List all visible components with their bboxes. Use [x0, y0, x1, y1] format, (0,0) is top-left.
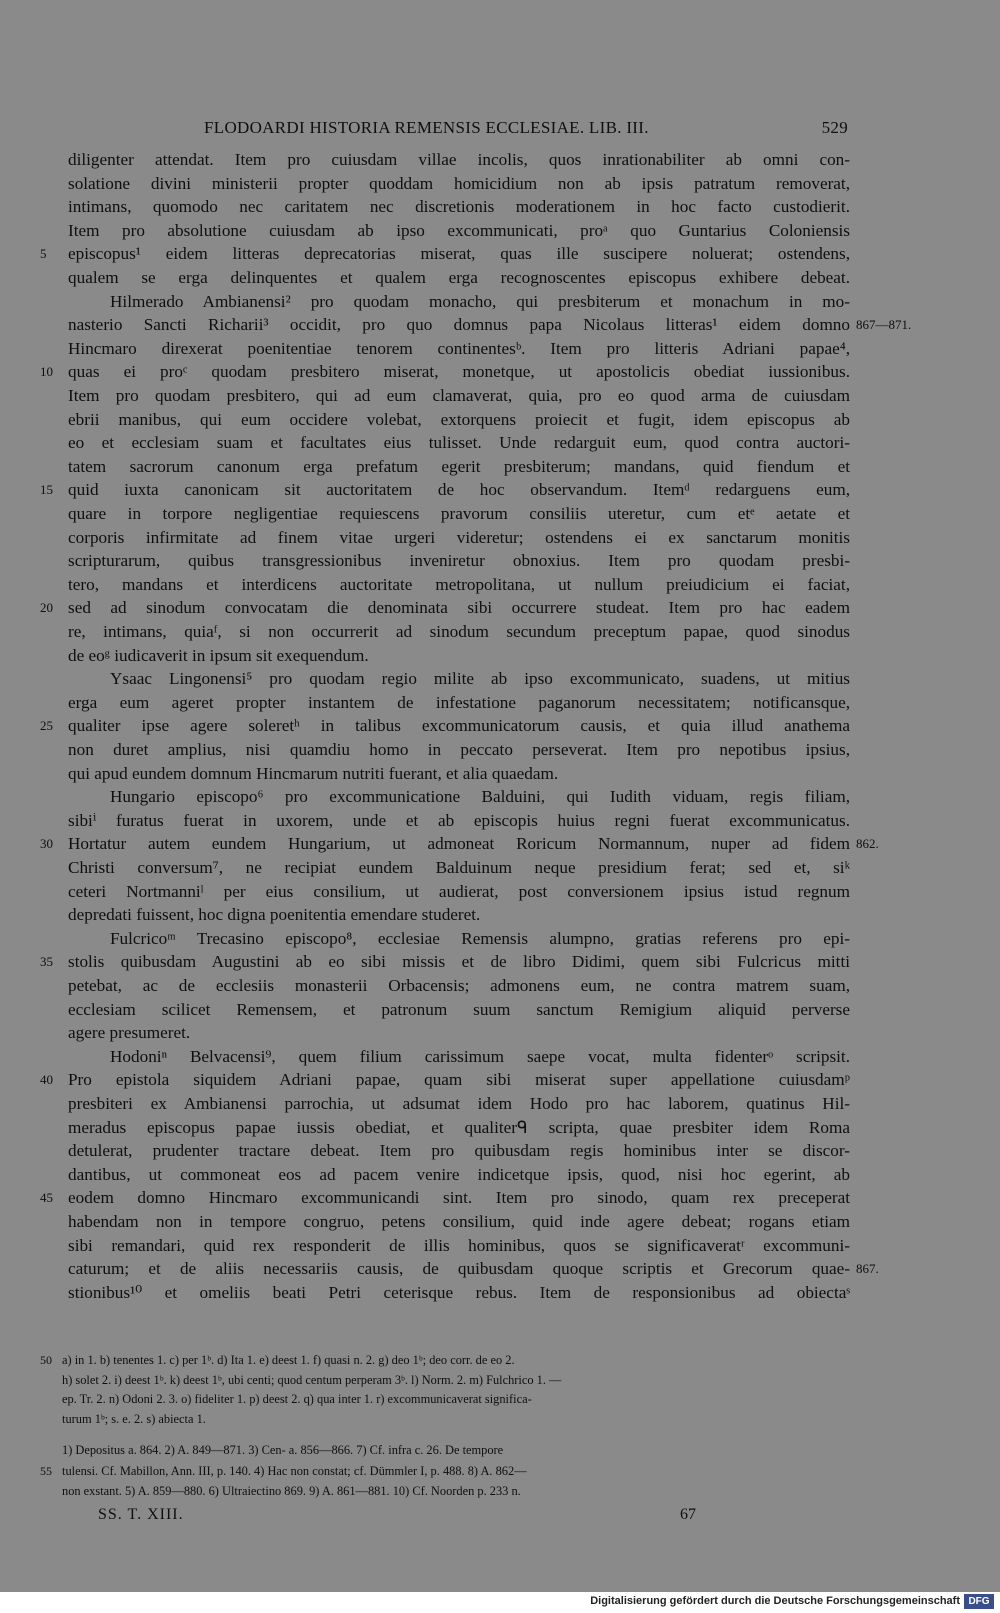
- text-line: quare in torpore negligentiae requiescens pravorum consiliis uteretur, cum etᵉ aetate et: [68, 504, 850, 523]
- text-line: eodem domno Hincmaro excommunicandi sint. Item pro sinodo, quam rex preceperat: [68, 1188, 850, 1207]
- text-line: corporis infirmitate ad finem vitae urgeri videretur; ostendens ei ex sanctarum monitis: [68, 528, 850, 547]
- text-line: eo et ecclesiam suam et facultates eius tulisset. Unde redarguit eum, quod contra auctori-: [68, 433, 850, 452]
- line-number: 40: [40, 1072, 53, 1087]
- apparatus-line: a) in 1. b) tenentes 1. c) per 1ᵇ. d) Ita 1. e) deest 1. f) quasi n. 2. g) deo 1ᵇ; deo corr. de eo 2.: [62, 1353, 515, 1367]
- text-line: Fulcricoᵐ Trecasino episcopo⁸, ecclesiae Remensis alumpno, gratias referens pro epi-: [110, 929, 850, 948]
- margin-date: 867.: [856, 1261, 879, 1276]
- text-line: episcopus¹ eidem litteras deprecatorias miserat, quas ille suscipere noluerat; ostendens,: [68, 244, 850, 263]
- dfg-logo: DFG: [964, 1594, 994, 1609]
- text-line: ceteri Nortmanniˡ per eius consilium, ut audierat, post conversionem ipsius istud regnum: [68, 882, 850, 901]
- text-line: meradus episcopus papae iussis obediat, et qualiterᑫ scripta, quae presbiter idem Roma: [68, 1118, 850, 1137]
- signature-mark: SS. T. XIII.: [98, 1506, 184, 1523]
- text-line: nasterio Sancti Richarii³ occidit, pro quo domnus papa Nicolaus litteras¹ eidem domno: [68, 315, 850, 334]
- dfg-banner-text: Digitalisierung gefördert durch die Deutsche Forschungsgemeinschaft: [590, 1595, 960, 1607]
- footnote-line: non exstant. 5) A. 859—880. 6) Ultraiectino 869. 9) A. 861—881. 10) Cf. Noorden p. 233 n.: [62, 1484, 521, 1498]
- text-line: erga eum ageret propter instantem de infestatione paganorum necessitatem; notificansque,: [68, 693, 850, 712]
- margin-date: 862.: [856, 836, 879, 851]
- footnote-line: tulensi. Cf. Mabillon, Ann. III, p. 140. 4) Hac non constat; cf. Dümmler I, p. 488. 8) A. 862—: [62, 1464, 527, 1478]
- sheet-number: 67: [680, 1506, 696, 1523]
- text-line: petebat, ac de ecclesiis monasterii Orbacensis; admonens eum, ne contra matrem suam,: [68, 976, 850, 995]
- text-line: Pro epistola siquidem Adriani papae, quam sibi miserat super appellatione cuiusdamᵖ: [68, 1070, 850, 1089]
- text-line: habendam non in tempore congruo, petens consilium, quid inde agere debeat; rogans etiam: [68, 1212, 850, 1231]
- text-line: quas ei proᶜ quodam presbitero miserat, monetque, ut apostolicis obediat iussionibus.: [68, 362, 850, 381]
- dfg-banner: [0, 1592, 1000, 1613]
- page-number: 529: [821, 118, 848, 137]
- text-line: detulerat, prudenter tractare debeat. Item pro quibusdam regis hominibus inter se discor-: [68, 1141, 850, 1160]
- apparatus-line: ep. Tr. 2. n) Odoni 2. 3. o) fideliter 1. p) deest 2. q) qua inter 1. r) excommunicaverat significa-: [62, 1392, 532, 1406]
- text-line: caturum; et de aliis necessariis causis, de quibusdam quoque scriptis et Grecorum quae-: [68, 1259, 850, 1278]
- text-line: qui apud eundem domnum Hincmarum nutriti fuerant, et alia quaedam.: [68, 764, 559, 783]
- text-line: stolis quibusdam Augustini ab eo sibi missis et de libro Didimi, quem sibi Fulcricus mitti: [68, 952, 850, 971]
- text-line: non duret amplius, nisi quamdiu homo in peccato perseverat. Item pro nepotibus ipsius,: [68, 740, 850, 759]
- text-line: Item pro quodam presbitero, qui ad eum clamaverat, quia, pro eo quod arma de cuiusdam: [68, 386, 850, 405]
- line-number: 10: [40, 364, 53, 379]
- text-line: qualiter ipse agere soleretʰ in talibus excommunicatorum causis, et quia illud anathema: [68, 716, 850, 735]
- line-number: 30: [40, 836, 53, 851]
- line-number: 45: [40, 1190, 53, 1205]
- text-line: Ysaac Lingonensi⁵ pro quodam regio milite ab ipso excommunicato, suadens, ut mitius: [110, 669, 850, 688]
- text-line: Hodoniⁿ Belvacensi⁹, quem filium carissimum saepe vocat, multa fidenterᵒ scripsit.: [110, 1047, 850, 1066]
- text-line: agere presumeret.: [68, 1023, 191, 1042]
- text-line: de eoᵍ iudicaverit in ipsum sit exequendum.: [68, 646, 369, 665]
- text-line: depredati fuissent, hoc digna poenitentia emendare studeret.: [68, 905, 481, 924]
- text-line: qualem se erga delinquentes et qualem erga recognoscentes episcopus exhibere debeat.: [68, 268, 850, 287]
- text-line: Hincmaro direxerat poenitentiae tenorem continentesᵇ. Item pro litteris Adriani papae⁴,: [68, 339, 850, 358]
- text-line: Christi conversum⁷, ne recipiat eundem Balduinum neque presidium ferat; sed et, siᵏ: [68, 858, 850, 877]
- text-line: ecclesiam scilicet Remensem, et patronum suum sanctum Remigium aliquid perverse: [68, 1000, 850, 1019]
- text-line: intimans, quomodo nec caritatem nec discretionis moderationem in hoc facto custodierit.: [68, 197, 850, 216]
- text-line: Item pro absolutione cuiusdam ab ipso excommunicati, proᵃ quo Guntarius Coloniensis: [68, 221, 850, 240]
- margin-date: 867—871.: [856, 317, 912, 332]
- text-line: diligenter attendat. Item pro cuiusdam villae incolis, quos inrationabiliter ab omni con-: [68, 150, 850, 169]
- text-line: Hungario episcopo⁶ pro excommunicatione Balduini, qui Iudith viduam, regis filiam,: [110, 787, 850, 806]
- line-number: 55: [40, 1464, 52, 1478]
- text-line: stionibus¹⁰ et omeliis beati Petri ceterisque rebus. Item de responsionibus ad obiectaˢ: [68, 1283, 850, 1302]
- running-title: FLODOARDI HISTORIA REMENSIS ECCLESIAE. LIB. III.: [204, 118, 649, 137]
- line-number: 50: [40, 1353, 52, 1367]
- line-number: 15: [40, 482, 53, 497]
- text-line: sibi remandari, quid rex responderit de illis hominibus, quos se significaveratʳ excommuni-: [68, 1236, 850, 1255]
- line-number: 5: [40, 246, 47, 261]
- text-line: Hilmerado Ambianensi² pro quodam monacho, qui presbiterum et monachum in mo-: [110, 292, 850, 311]
- text-line: scripturarum, quibus transgressionibus inveniretur obnoxius. Item pro quodam presbi-: [68, 551, 850, 570]
- line-number: 20: [40, 600, 53, 615]
- text-line: quid iuxta canonicam sit auctoritatem de hoc observandum. Itemᵈ redarguens eum,: [68, 480, 850, 499]
- text-line: solatione divini ministerii propter quoddam homicidium non ab ipsis patratum removerat,: [68, 174, 850, 193]
- text-line: sed ad sinodum convocatam die denominata sibi occurrere studeat. Item pro hac eadem: [68, 598, 850, 617]
- text-line: tero, mandans et interdicens auctoritate metropolitana, ut nullum preiudicium ei faciat,: [68, 575, 850, 594]
- line-number: 35: [40, 954, 53, 969]
- text-line: tatem sacrorum canonum erga prefatum egerit presbiterum; mandans, quid fiendum et: [68, 457, 850, 476]
- apparatus-line: h) solet 2. i) deest 1ᵇ. k) deest 1ᵇ, ubi centi; quod centum perperam 3ᵇ. l) Norm. 2. m) Fulchrico 1. —: [62, 1373, 562, 1387]
- text-line: ebrii manibus, qui eum occidere volebat, extorquens proiecit et fugit, idem episcopus ab: [68, 410, 850, 429]
- text-line: re, intimans, quiaᶠ, si non occurrerit ad sinodum secundum preceptum papae, quod sinodus: [68, 622, 850, 641]
- text-line: Hortatur autem eundem Hungarium, ut admoneat Roricum Normannum, nuper ad fidem: [68, 834, 850, 853]
- text-line: presbiteri ex Ambianensi parrochia, ut adsumat idem Hodo pro hac laborem, quatinus Hil-: [68, 1094, 850, 1113]
- footnote-line: 1) Depositus a. 864. 2) A. 849—871. 3) Cen- a. 856—866. 7) Cf. infra c. 26. De tempore: [62, 1443, 504, 1457]
- line-number: 25: [40, 718, 53, 733]
- apparatus-line: turum 1ᵇ; s. e. 2. s) abiecta 1.: [62, 1412, 206, 1426]
- text-line: dantibus, ut commoneat eos ad pacem venire indicetque ipsis, quod, nisi hoc egerint, ab: [68, 1165, 850, 1184]
- text-line: sibiⁱ furatus fuerat in uxorem, unde et ab episcopis huius regni fuerat excommunicatus.: [68, 811, 850, 830]
